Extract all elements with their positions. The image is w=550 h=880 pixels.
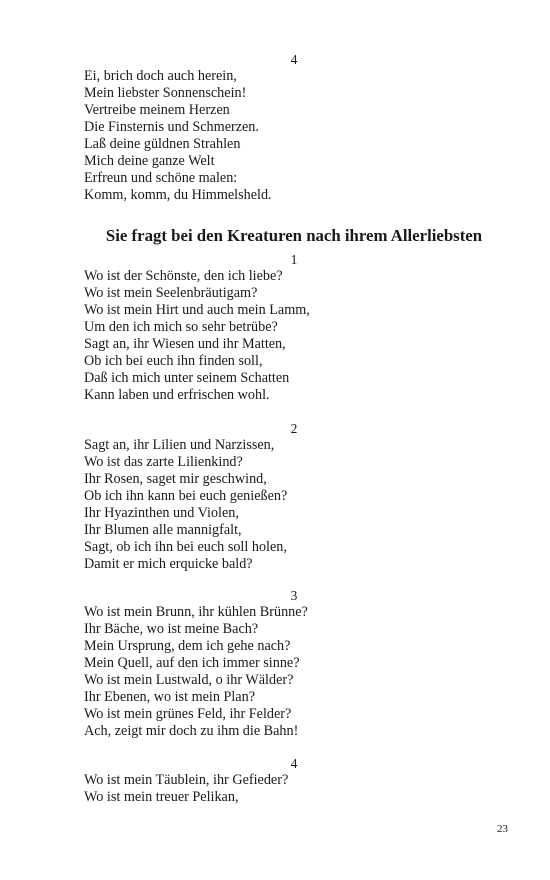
verse-line: Ihr Bäche, wo ist meine Bach? xyxy=(84,621,259,637)
verse-line: Wo ist mein Lustwald, o ihr Wälder? xyxy=(84,672,294,688)
verse-line: Kann laben und erfrischen wohl. xyxy=(84,387,270,403)
verse-line: Ihr Rosen, saget mir geschwind, xyxy=(84,471,267,487)
verse-line: Wo ist mein Seelenbräutigam? xyxy=(84,285,258,301)
verse-line: Ach, zeigt mir doch zu ihm die Bahn! xyxy=(84,723,299,739)
stanza-number: 4 xyxy=(290,756,298,771)
stanza-previous-4 xyxy=(84,51,504,204)
verse-line: Wo ist das zarte Lilienkind? xyxy=(84,454,243,470)
stanza-number: 1 xyxy=(290,252,298,267)
stanza-number: 2 xyxy=(290,421,298,436)
verse-line: Um den ich mich so sehr betrübe? xyxy=(84,319,278,335)
verse-line: Sagt an, ihr Lilien und Narzissen, xyxy=(84,437,275,453)
verse-line: Daß ich mich unter seinem Schatten xyxy=(84,370,290,386)
stanza-1 xyxy=(84,251,504,404)
verse-line: Mein Quell, auf den ich immer sinne? xyxy=(84,655,300,671)
verse-line: Laß deine güldnen Strahlen xyxy=(84,136,241,152)
verse-line: Komm, komm, du Himmelsheld. xyxy=(84,187,272,203)
stanza-2 xyxy=(84,420,504,573)
verse-line: Wo ist mein grünes Feld, ihr Felder? xyxy=(84,706,292,722)
verse-line: Wo ist mein treuer Pelikan, xyxy=(84,789,239,805)
verse-line: Mein Ursprung, dem ich gehe nach? xyxy=(84,638,291,654)
verse-line: Mich deine ganze Welt xyxy=(84,153,215,169)
verse-line: Sagt an, ihr Wiesen und ihr Matten, xyxy=(84,336,286,352)
verse-line: Damit er mich erquicke bald? xyxy=(84,556,253,572)
verse-line: Wo ist mein Brunn, ihr kühlen Brünne? xyxy=(84,604,308,620)
verse-line: Die Finsternis und Schmerzen. xyxy=(84,119,259,135)
verse-line: Sagt, ob ich ihn bei euch soll holen, xyxy=(84,539,287,555)
verse-line: Ei, brich doch auch herein, xyxy=(84,68,237,84)
stanza-3 xyxy=(84,587,504,740)
poem-title: Sie fragt bei den Kreaturen nach ihrem Allerliebsten xyxy=(105,226,483,245)
verse-line: Wo ist mein Hirt und auch mein Lamm, xyxy=(84,302,310,318)
stanza-4 xyxy=(84,755,504,806)
verse-line: Wo ist der Schönste, den ich liebe? xyxy=(84,268,283,284)
verse-line: Ihr Ebenen, wo ist mein Plan? xyxy=(84,689,255,705)
verse-line: Ob ich bei euch ihn finden soll, xyxy=(84,353,263,369)
verse-line: Ob ich ihn kann bei euch genießen? xyxy=(84,488,288,504)
verse-line: Ihr Hyazinthen und Violen, xyxy=(84,505,239,521)
verse-line: Mein liebster Sonnenschein! xyxy=(84,85,247,101)
verse-line: Vertreibe meinem Herzen xyxy=(84,102,230,118)
stanza-number: 3 xyxy=(290,588,298,603)
page-number: 23 xyxy=(497,823,508,835)
verse-line: Wo ist mein Täublein, ihr Gefieder? xyxy=(84,772,289,788)
verse-line: Ihr Blumen alle mannigfalt, xyxy=(84,522,242,538)
stanza-number: 4 xyxy=(290,52,298,67)
verse-line: Erfreun und schöne malen: xyxy=(84,170,238,186)
